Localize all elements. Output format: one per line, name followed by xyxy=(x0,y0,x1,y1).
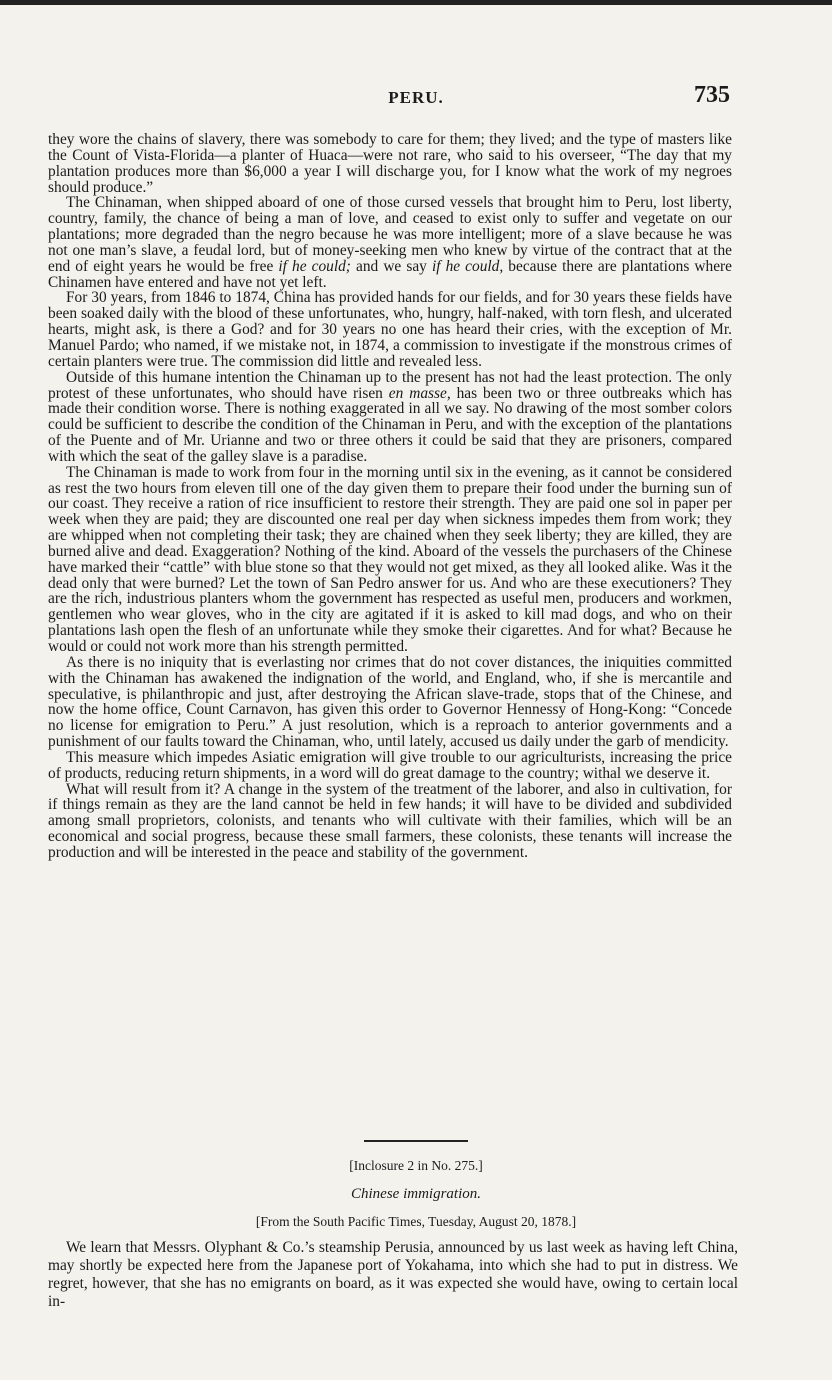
body-paragraph xyxy=(48,290,732,369)
article-paragraph: We learn that Messrs. Olyphant & Co.’s steamship Perusia, announced by us last week as having left China, may shortly be expected here from the Japanese port of Yokahama, into which she had to put in distress. We regret, however, that she has no emigrants on board, as it was expected she would have, owing to certain local in- xyxy=(48,1239,738,1310)
text-run: has been two or three outbreaks which has made their condition worse. There is nothing exaggerated in all we say. No drawing of the most somber colors could be sufficient to describe the condition of the Chinaman in Peru, and with the exception of the plantations of the Puente and of Mr. Urianne and two or three others it could be said that they are prisoners, compared with which the seat of the galley slave is a paradise. xyxy=(48,384,733,465)
body-paragraph xyxy=(48,195,732,290)
body-paragraph xyxy=(48,750,732,782)
source-line: [From the South Pacific Times, Tuesday, August 20, 1878.] xyxy=(255,1214,577,1229)
text-run: and we say xyxy=(350,257,432,275)
body-paragraph xyxy=(48,370,732,465)
body-paragraph xyxy=(48,132,732,195)
running-head: PERU. xyxy=(388,88,444,107)
text-run: The Chinaman is made to work from four in the morning until six in the evening, as it cannot be considered as rest the two hours from eleven till one of the day given them to prepare their food under the burning sun of our coast. They receive a ration of rice insufficient to restore their strength. They are paid one sol in paper per week when they are paid; they are discounted one real per day when sickness impedes them from work; they are whipped when not completing their task; they are chained when they seek liberty; they are killed, they are burned alive and dead. Exaggeration? Nothing of the kind. Aboard of the vessels the purchasers of the Chinese have marked their “cattle” with blue stone so that they would not get mixed, as they all looked alike. Was it the dead only that were burned? Let the town of San Pedro answer for us. And who are these executioners? They are the rich, industrious planters whom the government has respected as useful men, producers and workmen, gentlemen who wear gloves, who in the city are agitated if it is asked to kill mad dogs, and who on their plantations lash open the flesh of an unfortunate while they smoke their cigarettes. And for what? Because he would or could not work more than his strength permitted. xyxy=(48,463,732,655)
text-run: Outside of this humane intention the Chinaman up to the present has not had the least protection. The only protest of these unfortunates, who should have risen xyxy=(48,368,732,402)
body-paragraph xyxy=(48,655,732,750)
italic-run: if he could; xyxy=(278,257,351,275)
section-divider xyxy=(364,1140,468,1142)
section-subheading: Chinese immigration. xyxy=(351,1186,481,1202)
text-run: As there is no iniquity that is everlasting nor crimes that do not cover distances, the iniquities committed with the Chinaman has awakened the indignation of the world, and England, who, if she is mercantile and speculative, is philanthropic and just, after destroying the African slave-trade, stops that of the Chinese, and now the home office, Count Carnavon, has given this order to Governor Hennessy of Hong-Kong: “Concede no license for emigration to Peru.” A just resolution, which is a reproach to anterior governments and a punishment of our faults toward the Chinaman, who, until lately, accused us daily under the garb of mendicity. xyxy=(48,653,732,751)
italic-run: en masse, xyxy=(388,384,451,402)
top-border xyxy=(0,0,832,5)
text-run: This measure which impedes Asiatic emigration will give trouble to our agriculturists, increasing the price of products, reducing return shipments, in a word will do great damage to the country; withal we deserve it. xyxy=(48,748,732,782)
italic-run: if he could, xyxy=(431,257,504,275)
body-paragraph xyxy=(48,782,732,861)
text-run: For 30 years, from 1846 to 1874, China has provided hands for our fields, and for 30 years these fields have been soaked daily with the blood of these unfortunates, who, hungry, half-naked, with torn flesh, and ulcerated hearts, might ask, is there a God? and for 30 years no one has heard their cries, with the exception of Mr. Manuel Pardo; who named, if we mistake not, in 1874, a commission to investigate if the monstrous crimes of certain planters were true. The commission did little and revealed less. xyxy=(48,289,732,370)
text-run: they wore the chains of slavery, there was somebody to care for them; they lived; and the type of masters like the Count of Vista-Florida—a planter of Huaca—were not rare, who said to his overseer, “The day that my plantation produces more than $6,000 a year I will discharge you, for I know what the work of my negroes should produce.” xyxy=(48,131,732,196)
body-text xyxy=(48,132,732,861)
text-run: What will result from it? A change in the system of the treatment of the laborer, and also in cultivation, for if things remain as they are the land cannot be held in few hands; it will have to be divided and subdivided among small proprietors, colonists, and tenants who will cultivate with their families, which will be an economical and social progress, because these small farmers, these colonists, these tenants will increase the production and will be interested in the peace and stability of the government. xyxy=(48,780,732,861)
inclosure-label: [Inclosure 2 in No. 275.] xyxy=(349,1158,483,1173)
body-paragraph xyxy=(48,465,732,655)
text-run: because there are plantations where Chinamen have entered and have not yet left. xyxy=(48,257,732,291)
page-header xyxy=(0,82,832,116)
text-run: The Chinaman, when shipped aboard of one of those cursed vessels that brought him to Peru, lost liberty, country, family, the chance of being a man of love, and ceased to exist only to suffer and vegetate on our plantations; more degraded than the negro because he was more intelligent; more of a slave because he was not one man’s slave, a feudal lord, but of money-seeking men who knew by virtue of the contract that at the end of eight years he would be free xyxy=(48,194,732,275)
page-number: 735 xyxy=(694,82,730,108)
article-text xyxy=(48,1239,738,1311)
